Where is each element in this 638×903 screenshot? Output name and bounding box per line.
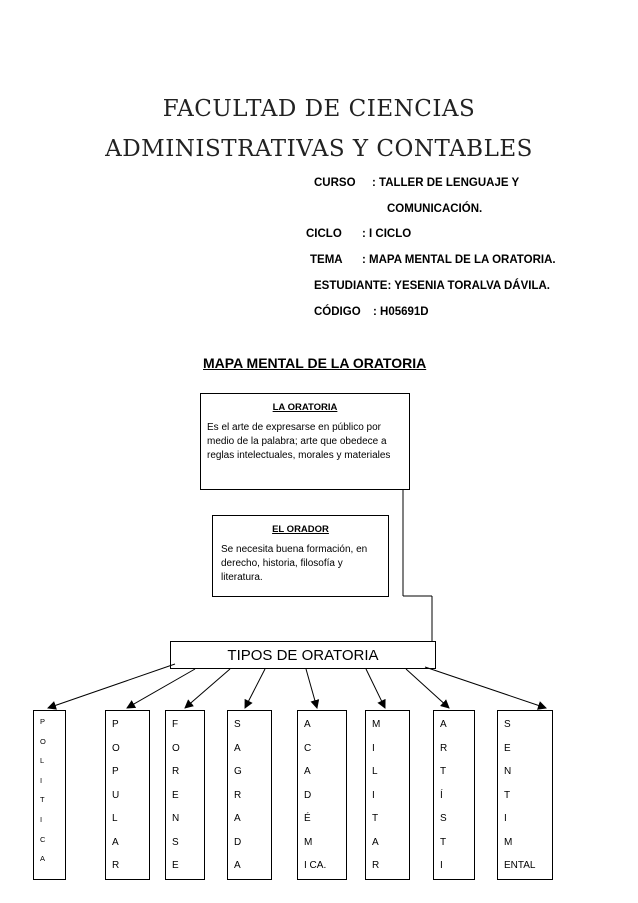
type-letter: D bbox=[304, 789, 312, 801]
type-letter: R bbox=[112, 860, 120, 871]
curso-value: : TALLER DE LENGUAJE Y bbox=[372, 177, 520, 189]
type-letter: M bbox=[304, 836, 313, 848]
type-letter: P bbox=[112, 719, 119, 730]
type-letter: S bbox=[440, 813, 447, 824]
type-letter: T bbox=[440, 766, 447, 777]
title-line-2: ADMINISTRATIVAS Y CONTABLES bbox=[105, 136, 533, 162]
type-letter: L bbox=[372, 766, 378, 777]
orador-description: Se necesita buena formación, en derecho, historia, filosofía y literatura. bbox=[221, 544, 368, 583]
oratoria-definition: Es el arte de expresarse en público por medio de la palabra; arte que obedece a reglas intelectuales, morales y materiales bbox=[207, 422, 391, 461]
type-letter: É bbox=[304, 813, 311, 824]
type-letter: L bbox=[112, 813, 118, 824]
type-letter: U bbox=[112, 789, 120, 801]
type-letter: C bbox=[40, 834, 46, 844]
type-letter: S bbox=[504, 719, 511, 730]
type-letter: I CA. bbox=[304, 860, 327, 871]
type-letter: I bbox=[504, 813, 507, 824]
type-letter: I bbox=[372, 742, 375, 754]
type-letter: N bbox=[172, 813, 180, 824]
tema-value: : MAPA MENTAL DE LA ORATORIA. bbox=[362, 254, 556, 266]
type-letter: A bbox=[234, 813, 241, 824]
type-letter: A bbox=[40, 854, 46, 864]
type-letter: R bbox=[440, 742, 448, 754]
type-letter: D bbox=[234, 836, 242, 848]
type-letter: Í bbox=[440, 789, 443, 801]
type-letter: T bbox=[372, 813, 379, 824]
codigo-label: CÓDIGO bbox=[314, 306, 361, 318]
type-letter: E bbox=[172, 789, 179, 801]
type-letter: ENTAL bbox=[504, 860, 536, 871]
type-letter: A bbox=[304, 719, 311, 730]
oratory-type-column bbox=[365, 710, 410, 880]
oratory-type-column bbox=[497, 710, 553, 880]
type-letter: M bbox=[372, 719, 381, 730]
tema-label: TEMA bbox=[310, 254, 343, 266]
curso-value-cont: COMUNICACIÓN. bbox=[387, 203, 483, 215]
ciclo-label: CICLO bbox=[306, 228, 342, 240]
estudiante: ESTUDIANTE: YESENIA TORALVA DÁVILA. bbox=[314, 280, 550, 292]
title-line-1: FACULTAD DE CIENCIAS bbox=[162, 96, 476, 122]
oratory-type-column bbox=[227, 710, 272, 880]
type-letter: E bbox=[172, 860, 179, 871]
type-letter: R bbox=[172, 766, 180, 777]
type-letter: R bbox=[372, 860, 380, 871]
type-letter: A bbox=[372, 836, 379, 848]
orador-box bbox=[212, 515, 389, 597]
type-letter: A bbox=[440, 719, 447, 730]
type-letter: A bbox=[112, 836, 119, 848]
oratoria-box bbox=[200, 393, 410, 490]
type-letter: P bbox=[40, 717, 46, 726]
type-letter: I bbox=[40, 775, 43, 785]
type-letter: L bbox=[40, 756, 45, 766]
oratory-type-column bbox=[297, 710, 347, 880]
type-letter: C bbox=[304, 742, 312, 754]
type-letter: S bbox=[234, 719, 241, 730]
type-letter: G bbox=[234, 766, 242, 777]
orador-title: EL ORADOR bbox=[272, 524, 329, 535]
tipos-de-oratoria-box: TIPOS DE ORATORIA bbox=[170, 641, 436, 669]
type-letter: I bbox=[372, 789, 375, 801]
type-letter: P bbox=[112, 766, 119, 777]
type-letter: S bbox=[172, 836, 179, 848]
type-letter: N bbox=[504, 766, 512, 777]
codigo-value: : H05691D bbox=[373, 306, 429, 318]
oratory-type-column bbox=[33, 710, 66, 880]
type-letter: A bbox=[234, 742, 241, 754]
ciclo-value: : I CICLO bbox=[362, 228, 412, 240]
type-letter: I bbox=[40, 815, 43, 824]
type-letter: F bbox=[172, 719, 179, 730]
type-letter: T bbox=[40, 795, 45, 805]
type-letter: M bbox=[504, 836, 513, 848]
map-heading: MAPA MENTAL DE LA ORATORIA bbox=[203, 355, 427, 371]
type-letter: T bbox=[504, 789, 511, 801]
oratory-type-column bbox=[105, 710, 150, 880]
oratoria-title: LA ORATORIA bbox=[272, 402, 338, 413]
type-letter: A bbox=[234, 860, 241, 871]
type-letter: A bbox=[304, 766, 311, 777]
type-letter: T bbox=[440, 836, 447, 848]
type-letter: O bbox=[112, 742, 120, 754]
type-letter: O bbox=[40, 736, 46, 746]
oratory-type-column bbox=[165, 710, 205, 880]
type-letter: E bbox=[504, 742, 511, 754]
type-letter: I bbox=[440, 860, 443, 871]
oratory-type-column bbox=[433, 710, 475, 880]
type-letter: O bbox=[172, 742, 180, 754]
curso-label: CURSO bbox=[314, 177, 356, 189]
type-letter: R bbox=[234, 789, 242, 801]
